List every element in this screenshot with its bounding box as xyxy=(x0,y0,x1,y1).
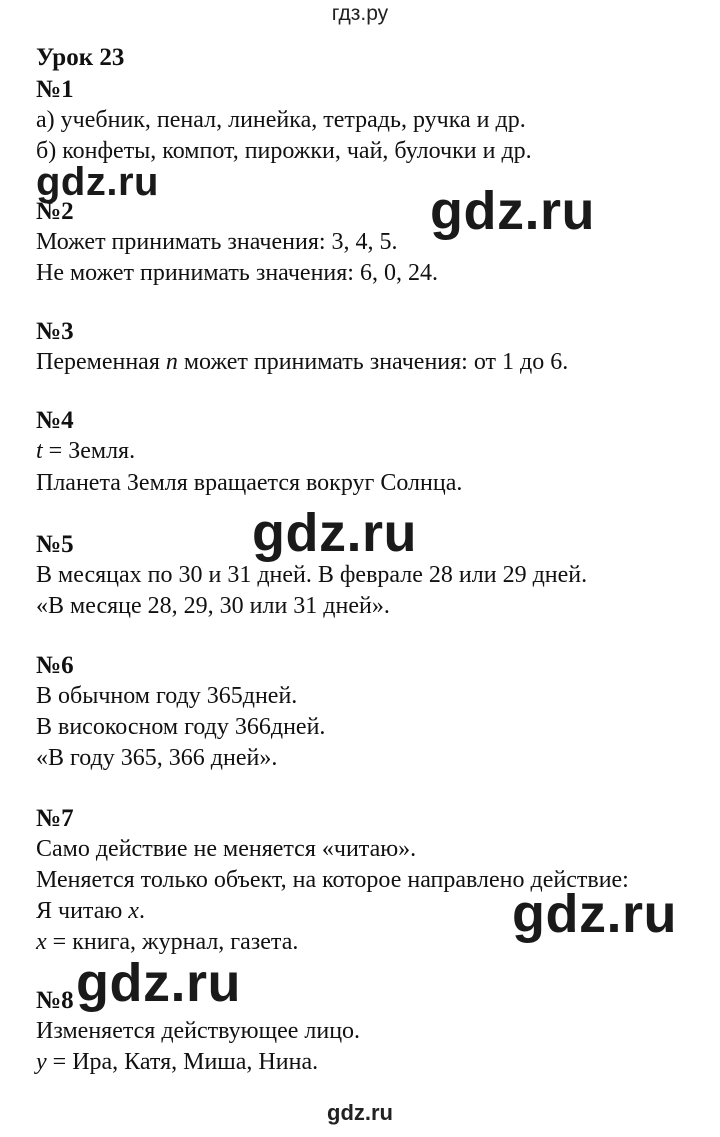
watermark: gdz.ru xyxy=(252,503,417,563)
watermark: gdz.ru xyxy=(76,953,241,1013)
watermark: gdz.ru xyxy=(512,884,677,944)
text-fragment: = Земля. xyxy=(42,438,136,464)
text-fragment: Переменная xyxy=(36,349,166,375)
variable-symbol: x xyxy=(36,929,47,955)
variable-symbol: t xyxy=(36,438,43,464)
task-8-line-2 xyxy=(36,1049,318,1076)
lesson-title: Урок 23 xyxy=(36,44,125,71)
task-2-number: №2 xyxy=(36,198,74,225)
text-fragment: может принимать значения: от 1 до 6. xyxy=(177,349,569,375)
task-2-line-1: Может принимать значения: 3, 4, 5. xyxy=(36,229,398,255)
task-8-number: №8 xyxy=(36,987,74,1014)
task-5-number: №5 xyxy=(36,531,74,558)
text-fragment: = Ира, Катя, Миша, Нина. xyxy=(46,1049,319,1075)
task-1-line-b: б) конфеты, компот, пирожки, чай, булочки и др. xyxy=(36,138,532,164)
task-6-number: №6 xyxy=(36,652,74,679)
watermark: gdz.ru xyxy=(36,160,159,204)
task-8-line-1: Изменяется действующее лицо. xyxy=(36,1018,361,1044)
task-5-line-1: В месяцах по 30 и 31 дней. В феврале 28 или 29 дней. xyxy=(36,562,588,588)
task-6-line-3: «В году 365, 366 дней». xyxy=(36,745,278,771)
variable-symbol: n xyxy=(165,349,178,375)
task-6-line-1: В обычном году 365дней. xyxy=(36,683,298,709)
text-fragment: = книга, журнал, газета. xyxy=(46,929,299,955)
task-7-number: №7 xyxy=(36,805,74,832)
task-7-line-2: Меняется только объект, на которое направлено действие: xyxy=(36,867,629,893)
task-5-line-2: «В месяце 28, 29, 30 или 31 дней». xyxy=(36,593,390,619)
site-header: гдз.ру xyxy=(331,2,389,25)
variable-symbol: y xyxy=(36,1049,47,1075)
task-1-line-a: а) учебник, пенал, линейка, тетрадь, ручка и др. xyxy=(36,107,526,133)
task-4-number: №4 xyxy=(36,407,74,434)
task-2-line-2: Не может принимать значения: 6, 0, 24. xyxy=(36,260,438,286)
site-footer: gdz.ru xyxy=(327,1100,393,1125)
watermark: gdz.ru xyxy=(430,181,595,241)
text-fragment: Я читаю xyxy=(36,898,129,924)
variable-symbol: x xyxy=(128,898,139,924)
task-4-line-1 xyxy=(36,438,135,465)
task-7-line-3 xyxy=(36,898,145,925)
task-3-line xyxy=(36,349,568,376)
task-7-line-1: Само действие не меняется «читаю». xyxy=(36,836,417,862)
task-3-number: №3 xyxy=(36,318,74,345)
task-4-line-2: Планета Земля вращается вокруг Солнца. xyxy=(36,470,463,496)
text-fragment: . xyxy=(138,898,145,924)
task-1-number: №1 xyxy=(36,76,74,103)
task-6-line-2: В високосном году 366дней. xyxy=(36,714,326,740)
